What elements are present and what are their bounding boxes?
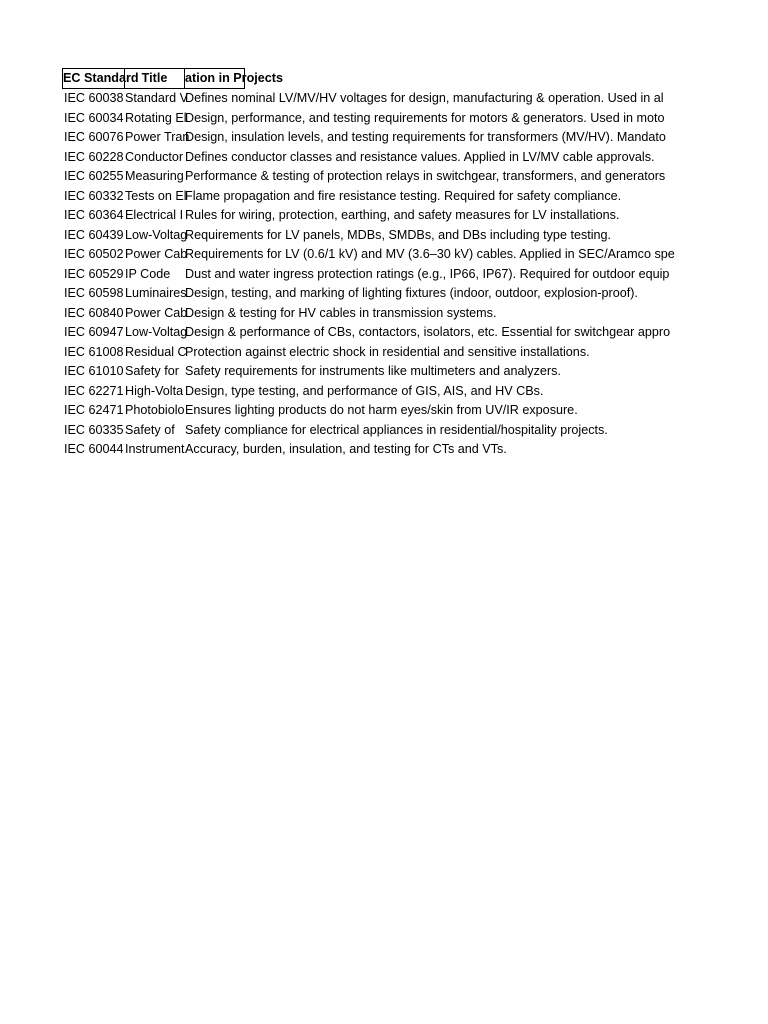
header-iec-standard-label: EC Standard <box>63 71 139 85</box>
table-row <box>62 89 668 109</box>
cell-title[interactable]: Electrical I <box>125 208 184 222</box>
header-application-label: ation in Projects <box>185 71 283 85</box>
table-row <box>62 401 668 421</box>
cell-iec-standard[interactable]: IEC 61008 <box>64 344 124 359</box>
cell-application[interactable]: Flame propagation and fire resistance testing. Required for safety compliance. <box>185 188 622 203</box>
table-row <box>62 304 668 324</box>
table-row <box>62 226 668 246</box>
cell-application[interactable]: Performance & testing of protection relays in switchgear, transformers, and generators <box>185 169 666 183</box>
table-header-row <box>62 68 668 89</box>
cell-title[interactable]: Standard V <box>125 91 189 105</box>
table-row <box>62 206 668 226</box>
table-row <box>62 284 668 304</box>
cell-application[interactable]: Design, performance, and testing requirements for motors & generators. Used in moto <box>185 110 665 125</box>
header-title[interactable] <box>124 68 185 89</box>
cell-application[interactable]: Ensures lighting products do not harm eyes/skin from UV/IR exposure. <box>185 403 578 417</box>
cell-application[interactable]: Dust and water ingress protection ratings (e.g., IP66, IP67). Required for outdoor equip <box>185 266 670 281</box>
table-row <box>62 245 675 265</box>
header-title-label: Title <box>141 71 168 85</box>
table-row <box>62 362 668 382</box>
cell-application[interactable]: Defines conductor classes and resistance values. Applied in LV/MV cable approvals. <box>185 149 655 164</box>
cell-application[interactable]: Design, testing, and marking of lighting fixtures (indoor, outdoor, explosion-proof). <box>185 286 638 300</box>
spreadsheet-page <box>62 68 675 468</box>
table-row <box>62 128 668 148</box>
cell-iec-standard[interactable]: IEC 61010 <box>64 364 124 378</box>
cell-iec-standard[interactable]: IEC 60502 <box>64 247 124 261</box>
cell-iec-standard[interactable]: IEC 60947 <box>64 325 124 339</box>
cell-title[interactable]: Power Cab <box>125 247 188 261</box>
cell-title[interactable]: Low-Voltag <box>125 325 188 339</box>
cell-iec-standard[interactable]: IEC 60439 <box>64 227 124 242</box>
cell-title[interactable]: IP Code <box>125 266 171 281</box>
cell-application[interactable]: Requirements for LV panels, MDBs, SMDBs, and DBs including type testing. <box>185 227 612 242</box>
table-row <box>62 167 668 187</box>
cell-title[interactable]: Luminaires <box>125 286 187 300</box>
table-row <box>62 109 668 129</box>
cell-iec-standard[interactable]: IEC 60255 <box>64 169 124 183</box>
cell-iec-standard[interactable]: IEC 60034 <box>64 110 124 125</box>
table-row <box>62 382 668 402</box>
table-row <box>62 343 668 363</box>
cell-iec-standard[interactable]: IEC 60332 <box>64 188 124 203</box>
cell-title[interactable]: Instrument <box>125 442 185 456</box>
cell-iec-standard[interactable]: IEC 60044 <box>64 442 124 456</box>
cell-title[interactable]: Power Tran <box>125 130 190 144</box>
header-iec-standard[interactable] <box>62 68 139 89</box>
cell-title[interactable]: Rotating El <box>125 110 187 125</box>
header-application[interactable] <box>184 68 283 89</box>
cell-application[interactable]: Defines nominal LV/MV/HV voltages for design, manufacturing & operation. Used in al <box>185 91 664 105</box>
cell-iec-standard[interactable]: IEC 60364 <box>64 208 124 222</box>
cell-application[interactable]: Design & testing for HV cables in transmission systems. <box>185 305 497 320</box>
cell-title[interactable]: Power Cab <box>125 305 188 320</box>
cell-iec-standard[interactable]: IEC 60335 <box>64 422 124 437</box>
cell-title[interactable]: Safety for <box>125 364 179 378</box>
cell-iec-standard[interactable]: IEC 62471 <box>64 403 124 417</box>
table-row <box>62 148 668 168</box>
cell-application[interactable]: Design, type testing, and performance of GIS, AIS, and HV CBs. <box>185 383 544 398</box>
cell-iec-standard[interactable]: IEC 60038 <box>64 91 124 105</box>
table-row <box>62 440 668 460</box>
cell-title[interactable]: Residual C <box>125 344 187 359</box>
cell-application[interactable]: Protection against electric shock in residential and sensitive installations. <box>185 344 590 359</box>
cell-application[interactable]: Requirements for LV (0.6/1 kV) and MV (3.6–30 kV) cables. Applied in SEC/Aramco spe <box>185 247 675 261</box>
cell-iec-standard[interactable]: IEC 60076 <box>64 130 124 144</box>
cell-title[interactable]: Measuring <box>125 169 184 183</box>
cell-application[interactable]: Rules for wiring, protection, earthing, and safety measures for LV installations. <box>185 208 620 222</box>
cell-title[interactable]: High-Volta <box>125 383 184 398</box>
cell-iec-standard[interactable]: IEC 62271 <box>64 383 124 398</box>
cell-application[interactable]: Design, insulation levels, and testing requirements for transformers (MV/HV). Mandato <box>185 130 666 144</box>
cell-title[interactable]: Photobiolo <box>125 403 185 417</box>
cell-application[interactable]: Accuracy, burden, insulation, and testing for CTs and VTs. <box>185 442 507 456</box>
cell-title[interactable]: Tests on El <box>125 188 187 203</box>
cell-application[interactable]: Safety requirements for instruments like multimeters and analyzers. <box>185 364 561 378</box>
table-row <box>62 323 671 343</box>
cell-title[interactable]: Conductor <box>125 149 184 164</box>
table-row <box>62 265 668 285</box>
cell-title[interactable]: Low-Voltag <box>125 227 188 242</box>
cell-iec-standard[interactable]: IEC 60840 <box>64 305 124 320</box>
table-row <box>62 421 668 441</box>
cell-application[interactable]: Safety compliance for electrical appliances in residential/hospitality projects. <box>185 422 608 437</box>
table-row <box>62 187 668 207</box>
cell-iec-standard[interactable]: IEC 60529 <box>64 266 124 281</box>
cell-title[interactable]: Safety of <box>125 422 175 437</box>
cell-application[interactable]: Design & performance of CBs, contactors, isolators, etc. Essential for switchgear appro <box>185 325 671 339</box>
cell-iec-standard[interactable]: IEC 60228 <box>64 149 124 164</box>
cell-iec-standard[interactable]: IEC 60598 <box>64 286 124 300</box>
